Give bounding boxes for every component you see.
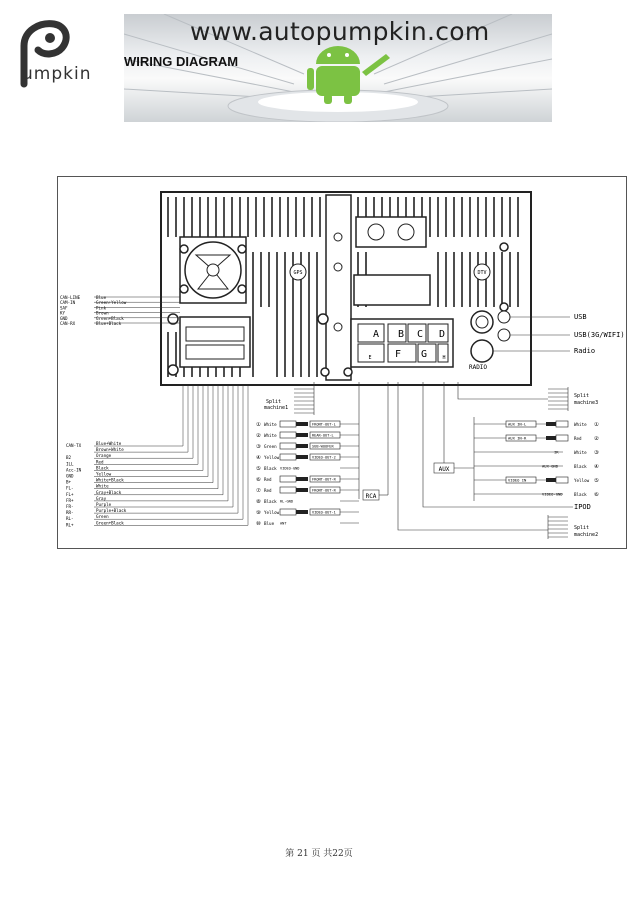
rca-color: Green — [264, 444, 277, 449]
left-bottom-signal: FL+ — [66, 491, 74, 497]
rca-num: ④ — [256, 455, 261, 461]
rca-plug-tip — [296, 422, 308, 426]
left-bottom-color: Purple+Black — [96, 508, 127, 514]
usb-label: USB — [574, 313, 587, 321]
left-bottom-color: Blue+White — [96, 441, 122, 446]
left-bottom-signal: RL+ — [66, 522, 74, 528]
gps-port-label: GPS — [293, 270, 303, 276]
left-top-color: Green+Yellow — [96, 300, 127, 306]
connector-e: E — [368, 355, 372, 361]
left-top-color: Blue+Black — [96, 321, 122, 326]
left-bottom-wire — [94, 385, 213, 483]
aux-plug-tip — [546, 478, 556, 482]
left-bottom-wire — [94, 385, 248, 525]
connector-c: C — [416, 329, 424, 340]
aux-signal: IR — [554, 449, 559, 455]
rca-color: Red — [264, 477, 272, 482]
page-number: 第 21 页 共22页 — [285, 849, 353, 859]
connector-h: H — [442, 355, 446, 361]
rca-signal: VIDEO-OUT-2 — [312, 455, 336, 460]
left-bottom-color: White — [96, 483, 109, 489]
rca-color: Yellow — [264, 510, 280, 515]
website-url: www.autopumpkin.com — [190, 17, 490, 46]
rca-num: ⑥ — [256, 477, 261, 483]
aux-num: ② — [594, 436, 599, 442]
rca-color: Black — [264, 466, 277, 471]
rca-plug-tip — [296, 488, 308, 492]
split-machine2-line1: Split — [574, 525, 590, 531]
aux-signal: AUX-GND — [542, 463, 559, 469]
logo-text: umpkin — [22, 64, 92, 84]
aux-signal: AUX IN-R — [508, 435, 527, 441]
aux-plug — [556, 477, 568, 483]
rca-num: ⑦ — [256, 488, 261, 494]
rca-color: White — [264, 433, 277, 438]
left-bottom-color: Gray — [96, 495, 107, 501]
rca-num: ③ — [256, 444, 261, 450]
connector-f: F — [394, 349, 402, 360]
left-bottom-signal: Acc-IN — [66, 467, 82, 473]
aux-color: White — [574, 422, 587, 427]
aux-num: ⑤ — [594, 478, 599, 484]
rca-plug-tip — [296, 433, 308, 437]
left-bottom-wire — [94, 385, 218, 489]
rca-color: Blue — [264, 521, 275, 526]
rca-signal: FRONT-OUT-R — [312, 488, 336, 493]
rca-signal: FRONT-OUT-R — [312, 477, 336, 482]
rca-signal: ANT — [280, 521, 287, 526]
rca-num: ⑤ — [256, 466, 261, 472]
rca-num: ⑩ — [256, 521, 261, 527]
split-machine2-line2: machine2 — [574, 532, 599, 538]
rca-num: ② — [256, 433, 261, 439]
left-bottom-wire — [94, 385, 183, 446]
aux-plug-tip — [546, 422, 556, 426]
aux-signal: VIDEO IN — [508, 477, 527, 483]
wiring-diagram — [57, 176, 627, 549]
aux-color: White — [574, 450, 587, 455]
left-top-signal: CAN-LINE — [60, 295, 81, 300]
radio-mark: RADIO — [468, 364, 488, 371]
aux-plug — [556, 435, 568, 441]
aux-num: ⑥ — [594, 492, 599, 498]
left-bottom-wires — [66, 385, 248, 527]
left-top-signal: GND — [60, 315, 68, 321]
diagram-svg — [58, 177, 626, 548]
rca-plug — [280, 421, 296, 427]
left-bottom-color: Black — [96, 465, 109, 471]
connector-g: G — [420, 349, 428, 360]
radio-label: Radio — [574, 347, 596, 355]
rca-plug — [280, 454, 296, 460]
left-bottom-wire — [94, 385, 208, 477]
left-bottom-color: Green — [96, 514, 109, 520]
split-machine1-line2: machine1 — [264, 405, 289, 411]
aux-num: ③ — [594, 450, 599, 456]
left-top-color: Brown — [96, 310, 109, 316]
rca-signal: VIDEO-OUT-1 — [312, 510, 336, 515]
aux-signal: VIDEO-GND — [542, 491, 563, 497]
split-machine1-line1: Split — [266, 399, 282, 405]
ipod-label: IPOD — [574, 503, 591, 511]
rca-color: Black — [264, 499, 277, 504]
rca-plug — [280, 443, 296, 449]
rca-plug — [280, 509, 296, 515]
left-bottom-color: Purple — [96, 502, 112, 507]
rca-signal: VIDEO-GND — [280, 466, 300, 471]
left-bottom-color: Red — [96, 459, 104, 465]
rca-color: Yellow — [264, 455, 280, 460]
left-bottom-signal: ILL — [66, 461, 74, 467]
left-bottom-signal: RL- — [66, 516, 74, 522]
rca-color: Red — [264, 488, 272, 493]
aux-plug-tip — [546, 436, 556, 440]
left-bottom-signal: CAN-TX — [66, 443, 82, 448]
dtv-port-label: DTV — [477, 270, 487, 276]
aux-color: Black — [574, 464, 587, 469]
rca-plug — [280, 487, 296, 493]
rca-plug — [280, 432, 296, 438]
rca-plug-tip — [296, 444, 308, 448]
rca-num: ① — [256, 422, 261, 428]
connector-a: A — [372, 329, 380, 340]
aux-label: AUX — [438, 466, 450, 473]
aux-color: Yellow — [574, 478, 590, 483]
left-top-color: Blue — [96, 295, 107, 300]
left-top-color: Pink — [96, 305, 107, 311]
left-bottom-signal: RR- — [66, 510, 74, 516]
split-machine3-line2: machine3 — [574, 400, 599, 406]
rca-signal: RL-GND — [280, 499, 293, 504]
rca-color: White — [264, 422, 277, 427]
rca-outputs — [256, 421, 359, 527]
left-top-signal: CAN-RX — [60, 321, 76, 326]
aux-color: Red — [574, 436, 582, 441]
left-bottom-color: Green+Black — [96, 520, 124, 526]
left-bottom-signal: FR- — [66, 504, 74, 509]
connector-b: B — [397, 329, 405, 340]
left-top-signal: CAM-IN — [60, 300, 76, 306]
connector-d: D — [438, 329, 446, 340]
rca-plug-tip — [296, 455, 308, 459]
split-machine3-line1: Split — [574, 393, 590, 399]
usb3g-label: USB(3G/WIFI) — [574, 331, 625, 339]
rca-plug-tip — [296, 477, 308, 481]
aux-inputs — [474, 421, 599, 498]
left-bottom-color: Gray+Black — [96, 489, 122, 495]
rca-signal: SUB-WOOFER — [312, 444, 334, 449]
left-bottom-signal: B2 — [66, 455, 72, 461]
rca-signal: REAR-OUT-L — [312, 433, 334, 438]
aux-num: ① — [594, 422, 599, 428]
left-bottom-signal: GND — [66, 473, 74, 479]
left-bottom-color: White+Black — [96, 477, 124, 483]
rca-signal: FRONT-OUT-L — [312, 422, 336, 427]
aux-plug — [556, 421, 568, 427]
rca-plug-tip — [296, 510, 308, 514]
diagram-heading: WIRING DIAGRAM — [124, 54, 239, 69]
left-top-signal: SAF — [60, 305, 68, 311]
aux-num: ④ — [594, 464, 599, 470]
rca-num: ⑨ — [256, 510, 261, 516]
aux-color: Black — [574, 492, 587, 497]
rca-label: RCA — [365, 493, 377, 500]
left-top-signal: KY — [60, 310, 66, 316]
rca-num: ⑧ — [256, 499, 261, 505]
left-bottom-signal: FL- — [66, 485, 74, 491]
left-bottom-signal: B+ — [66, 479, 72, 485]
left-bottom-color: Brown+White — [96, 447, 124, 453]
left-bottom-signal: FR+ — [66, 497, 74, 503]
left-top-color: Green+Black — [96, 315, 124, 321]
rca-plug — [280, 476, 296, 482]
left-bottom-color: Orange — [96, 453, 112, 459]
left-bottom-color: Yellow — [96, 471, 112, 477]
aux-signal: AUX IN-L — [508, 421, 527, 427]
